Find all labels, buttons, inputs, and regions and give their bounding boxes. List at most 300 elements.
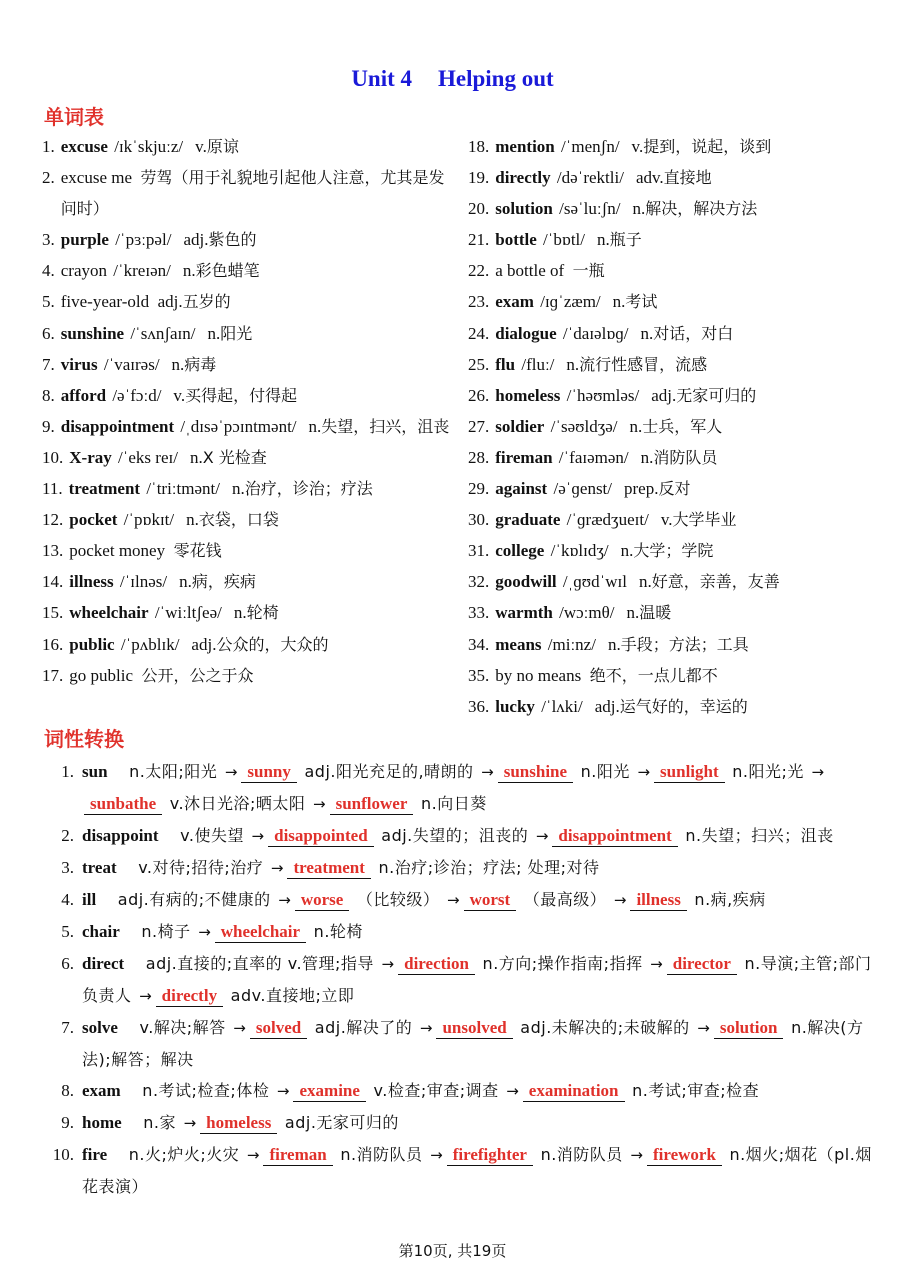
vocab-number: 33. xyxy=(468,603,490,623)
arrow-icon: → xyxy=(313,795,326,813)
vocab-item xyxy=(42,442,460,473)
conversion-base-word: chair xyxy=(82,922,120,941)
vocab-word: disappointment xyxy=(60,416,175,436)
conversion-number: 5. xyxy=(61,922,74,941)
conversion-body xyxy=(82,916,886,948)
conversion-item xyxy=(46,948,886,1012)
vocab-number: 3. xyxy=(42,230,55,250)
conversion-text: adj.解决了的 xyxy=(309,1018,418,1037)
vocab-pos: adv. xyxy=(635,168,664,188)
conversion-text: n.阳光;光 xyxy=(726,762,810,781)
vocab-pos: adj. xyxy=(183,230,209,250)
vocab-phonetic: /əˈɡenst/ xyxy=(553,479,613,499)
conversion-base-word: solve xyxy=(82,1018,118,1037)
conversion-text: n.轮椅 xyxy=(308,922,363,941)
conversion-base-word: exam xyxy=(82,1081,121,1100)
vocab-entry xyxy=(61,349,460,380)
vocab-meaning: X 光检查 xyxy=(202,447,267,467)
vocab-item xyxy=(42,660,460,691)
vocab-pos: n. xyxy=(308,416,322,436)
vocab-number: 2. xyxy=(42,168,55,188)
vocab-meaning: 失望，扫兴，沮丧 xyxy=(321,416,450,436)
answer-blank: wheelchair xyxy=(215,921,306,943)
conversion-item xyxy=(46,1139,886,1202)
vocab-phonetic: /ˈpɒkɪt/ xyxy=(123,510,175,530)
vocab-meaning: 衣袋，口袋 xyxy=(198,510,279,530)
vocab-list-left xyxy=(42,131,460,691)
vocab-entry xyxy=(495,660,888,691)
vocab-phonetic: /ˈhəʊmləs/ xyxy=(566,385,640,405)
conversion-text: （比较级） xyxy=(351,890,445,909)
vocab-meaning: 运气好的，幸运的 xyxy=(619,696,748,716)
conversion-text: （最高级） xyxy=(518,890,612,909)
arrow-icon: → xyxy=(535,827,549,845)
vocab-phonetic: /ˈpʌblɪk/ xyxy=(120,634,180,654)
conversion-body xyxy=(82,852,886,884)
vocab-word: purple xyxy=(60,230,109,250)
conversion-text: n.导演;主管;部门负责人 xyxy=(82,954,872,1005)
vocab-phonetic: /ˈkreɪən/ xyxy=(113,261,171,281)
conversion-item xyxy=(46,852,886,884)
conversion-body xyxy=(82,756,886,820)
arrow-icon: → xyxy=(224,763,238,781)
vocab-entry xyxy=(495,597,888,628)
vocab-phonetic: /ˈlʌki/ xyxy=(541,696,583,716)
vocab-entry xyxy=(495,535,888,566)
vocab-item xyxy=(42,380,460,411)
conversion-text: n.考试;检查;体检 xyxy=(136,1081,275,1100)
conversion-text: n.家 xyxy=(137,1113,182,1132)
vocab-word: crayon xyxy=(60,261,108,281)
conversion-text: adj.无家可归的 xyxy=(279,1113,399,1132)
vocab-number: 5. xyxy=(42,292,55,312)
vocab-meaning: 五岁的 xyxy=(182,292,231,312)
vocab-word: public xyxy=(69,634,115,654)
conversion-text: n.治疗;诊治；疗法; 处理;对待 xyxy=(372,858,600,877)
vocab-word: lucky xyxy=(495,696,535,716)
vocab-item xyxy=(468,504,888,535)
answer-blank: examination xyxy=(523,1080,625,1102)
vocab-word: excuse xyxy=(60,137,108,156)
vocab-entry xyxy=(495,286,888,317)
vocab-pos: v. xyxy=(173,385,186,405)
vocab-number: 19. xyxy=(468,168,490,188)
arrow-icon: → xyxy=(430,1146,443,1164)
vocab-item xyxy=(42,162,460,224)
conversion-base-word: ill xyxy=(82,890,97,909)
arrow-icon: → xyxy=(276,1082,290,1100)
vocab-item xyxy=(42,566,460,597)
vocab-item xyxy=(468,535,888,566)
conversion-text: n.阳光 xyxy=(575,762,636,781)
vocab-pos: v. xyxy=(195,137,207,156)
vocab-word: warmth xyxy=(495,603,553,623)
vocab-pos: n. xyxy=(566,354,580,374)
vocab-phonetic: /ˈɡrædʒueɪt/ xyxy=(566,510,649,530)
section-heading-conversion: 词性转换 xyxy=(44,727,124,751)
vocab-item xyxy=(468,629,888,660)
vocab-number: 27. xyxy=(468,416,490,436)
vocab-meaning: 消防队员 xyxy=(653,447,718,467)
vocab-pos: adj. xyxy=(157,292,183,312)
vocab-meaning: 一瓶 xyxy=(572,261,605,281)
vocab-item xyxy=(42,597,460,628)
conversion-base-word: disappoint xyxy=(82,826,159,845)
vocab-number: 32. xyxy=(468,572,490,592)
vocab-meaning: 大学毕业 xyxy=(672,510,737,530)
vocab-phonetic: /ɪkˈskjuːz/ xyxy=(114,137,184,156)
vocab-entry xyxy=(495,411,888,442)
vocab-number: 12. xyxy=(42,510,64,530)
vocab-meaning: 好意，亲善，友善 xyxy=(651,572,780,592)
arrow-icon: → xyxy=(811,763,825,781)
arrow-icon: → xyxy=(481,763,494,781)
arrow-icon: → xyxy=(637,763,651,781)
conversion-number: 4. xyxy=(61,890,74,909)
vocab-pos: n. xyxy=(179,572,192,592)
vocab-item xyxy=(468,224,888,255)
vocab-meaning: 病毒 xyxy=(184,354,217,374)
unit-label: Unit 4 xyxy=(351,66,413,91)
vocab-entry xyxy=(69,442,460,473)
vocab-phonetic: /ˈeks reɪ/ xyxy=(117,447,178,467)
vocab-word: graduate xyxy=(495,510,561,530)
vocab-word: directly xyxy=(495,168,551,188)
vocab-entry xyxy=(495,193,888,224)
conversion-text: n.火;炉火;火灾 xyxy=(123,1145,245,1164)
vocab-entry xyxy=(495,566,888,597)
vocab-word: treatment xyxy=(68,479,141,499)
conversion-text: adj.直接的;直率的 v.管理;指导 xyxy=(140,954,380,973)
conversion-body xyxy=(82,948,886,1012)
vocab-meaning: 零花钱 xyxy=(173,541,222,561)
vocab-item xyxy=(468,255,888,286)
vocab-pos: n. xyxy=(189,447,203,467)
answer-blank: firefighter xyxy=(447,1144,533,1166)
vocab-meaning: 温暖 xyxy=(639,603,672,623)
conversion-base-word: fire xyxy=(82,1145,108,1164)
vocab-number: 9. xyxy=(42,416,55,436)
vocab-pos: v. xyxy=(660,510,673,530)
vocab-number: 18. xyxy=(468,137,490,156)
answer-blank: worse xyxy=(295,889,349,911)
vocab-word: excuse me xyxy=(60,168,133,188)
vocab-entry xyxy=(69,629,460,660)
unit-name: Helping out xyxy=(438,66,554,91)
vocab-meaning: 治疗，诊治；疗法 xyxy=(244,479,373,499)
vocab-item xyxy=(468,318,888,349)
vocab-phonetic: /miːnz/ xyxy=(547,634,596,654)
arrow-icon: → xyxy=(139,987,152,1005)
arrow-icon: → xyxy=(233,1019,246,1037)
vocab-phonetic: /ˈvaɪrəs/ xyxy=(103,354,160,374)
vocab-entry xyxy=(495,380,888,411)
answer-blank: sunlight xyxy=(654,761,725,783)
vocab-phonetic: /ˈfaɪəmən/ xyxy=(558,447,629,467)
conversion-item xyxy=(46,756,886,820)
vocab-item xyxy=(42,318,460,349)
conversion-text: n.太阳;阳光 xyxy=(123,762,223,781)
vocab-item xyxy=(468,660,888,691)
vocab-number: 36. xyxy=(468,696,490,716)
answer-blank: unsolved xyxy=(436,1017,512,1039)
vocab-number: 17. xyxy=(42,665,64,685)
vocab-number: 35. xyxy=(468,665,490,685)
conversion-text: n.烟火;烟花（pl.烟花表演） xyxy=(82,1145,872,1196)
conversion-text: n.椅子 xyxy=(135,922,197,941)
answer-blank: sunbathe xyxy=(84,793,162,815)
conversion-number: 7. xyxy=(61,1018,74,1037)
conversion-body xyxy=(82,820,886,852)
vocab-entry xyxy=(69,473,460,504)
arrow-icon: → xyxy=(381,955,395,973)
conversion-text: v.对待;招待;治疗 xyxy=(132,858,269,877)
vocab-pos: n. xyxy=(632,199,646,219)
vocab-item xyxy=(42,286,460,317)
vocab-entry xyxy=(495,255,888,286)
vocab-phonetic: /ˈsəʊldʒə/ xyxy=(550,416,618,436)
vocab-meaning: 手段；方法；工具 xyxy=(620,634,749,654)
vocab-entry xyxy=(61,318,460,349)
vocab-phonetic: /fluː/ xyxy=(521,354,555,374)
vocab-word: afford xyxy=(60,385,107,405)
vocab-entry xyxy=(495,442,888,473)
answer-blank: direction xyxy=(398,953,475,975)
vocab-number: 30. xyxy=(468,510,490,530)
arrow-icon: → xyxy=(246,1146,260,1164)
vocab-word: flu xyxy=(495,354,516,374)
conversion-number: 1. xyxy=(61,762,74,781)
vocab-pos: n. xyxy=(231,479,245,499)
vocab-item xyxy=(468,349,888,380)
vocab-meaning: 买得起，付得起 xyxy=(185,385,298,405)
vocab-entry xyxy=(69,535,460,566)
conversion-body xyxy=(82,1012,886,1075)
vocab-pos: n. xyxy=(639,572,652,592)
conversion-text: n.解决(方法);解答；解决 xyxy=(82,1018,864,1069)
conversion-item xyxy=(46,820,886,852)
vocab-meaning: 提到，说起，谈到 xyxy=(643,137,772,156)
vocab-word: X-ray xyxy=(69,447,112,467)
conversion-text: n.消防队员 xyxy=(334,1145,429,1164)
conversion-item xyxy=(46,916,886,948)
vocab-pos: adj. xyxy=(191,634,217,654)
vocab-phonetic: /ˈkɒlɪdʒ/ xyxy=(550,541,609,561)
answer-blank: solution xyxy=(714,1017,784,1039)
answer-blank: directly xyxy=(156,985,223,1007)
conversion-text: v.检查;审查;调查 xyxy=(367,1081,505,1100)
answer-blank: sunshine xyxy=(498,761,573,783)
conversion-number: 9. xyxy=(61,1113,74,1132)
vocab-meaning: 瓶子 xyxy=(609,230,642,250)
vocab-phonetic: /ˈbɒtl/ xyxy=(543,230,585,250)
vocab-phonetic: /ˈdaɪəlɒɡ/ xyxy=(562,323,629,343)
arrow-icon: → xyxy=(270,859,284,877)
vocab-pos: adj. xyxy=(594,696,620,716)
vocab-item xyxy=(468,193,888,224)
vocab-entry xyxy=(69,504,460,535)
answer-blank: disappointment xyxy=(552,825,677,847)
vocab-entry xyxy=(495,504,888,535)
vocab-entry xyxy=(495,349,888,380)
arrow-icon: → xyxy=(198,923,211,941)
vocab-word: a bottle of xyxy=(495,261,565,281)
vocab-pos: n. xyxy=(640,447,654,467)
vocab-number: 20. xyxy=(468,199,490,219)
conversion-text: v.使失望 xyxy=(174,826,250,845)
conversion-text: adj.阳光充足的,晴朗的 xyxy=(298,762,480,781)
conversion-body xyxy=(82,1075,886,1107)
vocab-meaning: 轮椅 xyxy=(246,603,279,623)
vocab-phonetic: /ˌɡʊdˈwɪl xyxy=(562,572,628,592)
vocab-pos: n. xyxy=(182,261,196,281)
vocab-item xyxy=(42,255,460,286)
vocab-number: 1. xyxy=(42,137,55,156)
vocab-number: 25. xyxy=(468,354,490,374)
vocab-item xyxy=(42,504,460,535)
section-heading-vocab: 单词表 xyxy=(44,105,104,129)
vocab-number: 34. xyxy=(468,634,490,654)
vocab-entry xyxy=(61,411,460,442)
vocab-number: 31. xyxy=(468,541,490,561)
vocab-word: college xyxy=(495,541,545,561)
vocab-word: wheelchair xyxy=(69,603,149,623)
vocab-pos: adj. xyxy=(651,385,677,405)
vocab-meaning: 病，疾病 xyxy=(191,572,256,592)
arrow-icon: → xyxy=(251,827,265,845)
vocab-item xyxy=(468,411,888,442)
vocab-meaning: 流行性感冒，流感 xyxy=(579,354,708,374)
vocab-word: exam xyxy=(495,292,534,312)
vocab-word: means xyxy=(495,634,542,654)
conversion-text: n.失望；扫兴；沮丧 xyxy=(679,826,834,845)
conversion-base-word: direct xyxy=(82,954,125,973)
vocab-pos: n. xyxy=(207,323,221,343)
vocab-word: five-year-old xyxy=(60,292,150,312)
vocab-word: dialogue xyxy=(495,323,557,343)
arrow-icon: → xyxy=(506,1082,519,1100)
conversion-text: adj.未解决的;未破解的 xyxy=(514,1018,696,1037)
vocab-entry xyxy=(69,597,460,628)
vocab-item xyxy=(42,349,460,380)
vocab-word: go public xyxy=(69,665,133,685)
vocab-meaning: 对话，对白 xyxy=(653,323,734,343)
vocab-number: 14. xyxy=(42,572,64,592)
vocab-entry xyxy=(69,566,460,597)
vocab-meaning: 无家可归的 xyxy=(676,385,757,405)
vocab-word: homeless xyxy=(495,385,561,405)
vocab-meaning: 阳光 xyxy=(220,323,253,343)
vocab-number: 4. xyxy=(42,261,55,281)
arrow-icon: → xyxy=(419,1019,433,1037)
arrow-icon: → xyxy=(650,955,663,973)
vocab-meaning: 直接地 xyxy=(663,168,712,188)
answer-blank: treatment xyxy=(287,857,370,879)
vocab-meaning: 解决，解决方法 xyxy=(645,199,758,219)
vocab-meaning: 原谅 xyxy=(206,137,239,156)
vocab-item xyxy=(468,442,888,473)
vocab-entry xyxy=(495,473,888,504)
vocab-number: 7. xyxy=(42,354,55,374)
vocab-meaning: 公众的，大众的 xyxy=(216,634,329,654)
vocab-pos: n. xyxy=(597,230,610,250)
vocab-word: solution xyxy=(495,199,553,219)
conversion-text: n.消防队员 xyxy=(534,1145,629,1164)
vocab-entry xyxy=(495,691,888,722)
answer-blank: sunflower xyxy=(330,793,414,815)
conversion-number: 8. xyxy=(61,1081,74,1100)
page-footer: 第10页, 共19页 xyxy=(398,1242,507,1260)
vocab-phonetic: /ɪɡˈzæm/ xyxy=(540,292,601,312)
conversion-text: n.方向;操作指南;指挥 xyxy=(476,954,649,973)
vocab-number: 10. xyxy=(42,447,64,467)
conversion-text: n.病,疾病 xyxy=(688,890,766,909)
vocab-number: 11. xyxy=(42,479,63,499)
vocab-phonetic: /ˈpɜːpəl/ xyxy=(115,230,172,250)
vocab-number: 26. xyxy=(468,385,490,405)
vocab-meaning: 彩色蜡笔 xyxy=(195,261,260,281)
vocab-item xyxy=(468,162,888,193)
conversion-text: v.沐日光浴;晒太阳 xyxy=(164,794,312,813)
vocab-word: by no means xyxy=(495,665,582,685)
vocab-entry xyxy=(495,224,888,255)
vocab-word: pocket money xyxy=(69,541,166,561)
vocab-number: 16. xyxy=(42,634,64,654)
vocab-phonetic: /ˈmenʃn/ xyxy=(561,137,620,156)
vocab-pos: n. xyxy=(171,354,185,374)
vocab-item xyxy=(42,629,460,660)
conversion-text: adv.直接地;立即 xyxy=(225,986,355,1005)
vocab-phonetic: /dəˈrektli/ xyxy=(556,168,624,188)
vocab-word: pocket xyxy=(69,510,118,530)
vocab-entry xyxy=(69,660,460,691)
arrow-icon: → xyxy=(446,891,460,909)
vocab-item xyxy=(468,566,888,597)
conversion-base-word: home xyxy=(82,1113,122,1132)
vocab-number: 24. xyxy=(468,323,490,343)
vocab-item xyxy=(42,473,460,504)
vocab-item xyxy=(42,131,460,162)
vocab-pos: n. xyxy=(640,323,654,343)
answer-blank: illness xyxy=(630,889,686,911)
vocab-number: 28. xyxy=(468,447,490,467)
conversion-body xyxy=(82,884,886,916)
conversion-text: v.解决;解答 xyxy=(133,1018,232,1037)
vocab-meaning: 劳驾（用于礼貌地引起他人注意，尤其是发问时） xyxy=(60,168,445,219)
answer-blank: solved xyxy=(250,1017,307,1039)
vocab-list-right xyxy=(468,131,888,722)
answer-blank: worst xyxy=(464,889,517,911)
vocab-pos: n. xyxy=(626,603,640,623)
vocab-word: goodwill xyxy=(495,572,557,592)
vocab-entry xyxy=(61,131,460,162)
vocab-word: illness xyxy=(69,572,114,592)
arrow-icon: → xyxy=(278,891,291,909)
conversion-text: n.向日葵 xyxy=(415,794,487,813)
vocab-phonetic: /ˈsʌnʃaɪn/ xyxy=(130,323,196,343)
vocab-item xyxy=(42,411,460,442)
conversion-number: 6. xyxy=(61,954,74,973)
conversion-text: adj.失望的；沮丧的 xyxy=(375,826,534,845)
page-title xyxy=(0,66,905,92)
vocab-item xyxy=(42,535,460,566)
arrow-icon: → xyxy=(630,1146,643,1164)
vocab-phonetic: /ˌdɪsəˈpɔɪntmənt/ xyxy=(180,416,297,436)
answer-blank: examine xyxy=(293,1080,365,1102)
conversion-text: n.考试;审查;检查 xyxy=(626,1081,760,1100)
vocab-entry xyxy=(61,286,460,317)
answer-blank: firework xyxy=(647,1144,722,1166)
